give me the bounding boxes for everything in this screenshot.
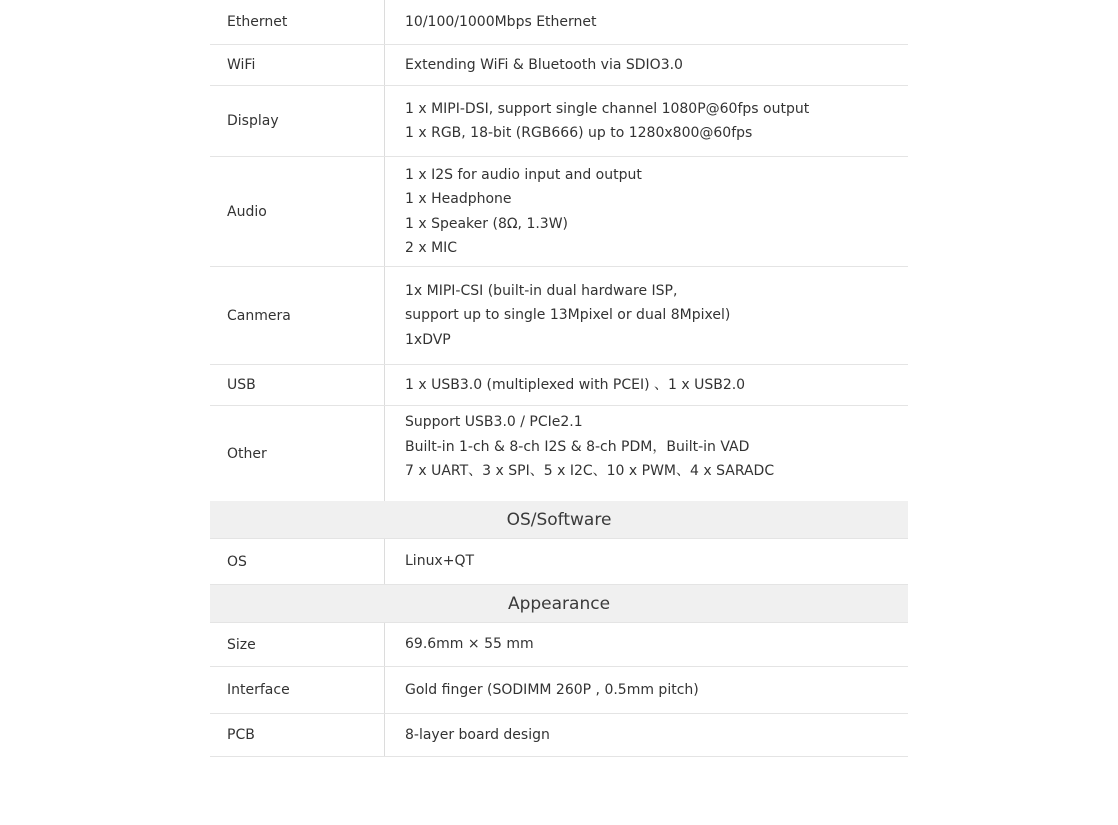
- spec-row-other: [210, 406, 908, 501]
- spec-value: [385, 714, 908, 756]
- spec-label: Other: [210, 406, 385, 501]
- spec-value-line: 1x MIPI-CSI (built-in dual hardware ISP,: [405, 282, 678, 299]
- spec-value: [385, 45, 908, 85]
- spec-value: [385, 667, 908, 713]
- spec-row-pcb: [210, 714, 908, 757]
- spec-table: [210, 0, 908, 757]
- spec-value-line: 1 x RGB, 18-bit (RGB666) up to 1280x800@60fps: [405, 125, 753, 141]
- spec-value-line: Linux+QT: [405, 553, 475, 570]
- spec-value: [385, 86, 908, 156]
- spec-label: Canmera: [210, 267, 385, 364]
- spec-value-line: support up to single 13Mpixel or dual 8Mpixel): [405, 307, 731, 324]
- spec-value: [385, 267, 908, 364]
- spec-value-line: 1 x Speaker (8Ω, 1.3W): [405, 215, 569, 232]
- spec-value-line: 1 x I2S for audio input and output: [405, 166, 642, 183]
- spec-row-interface: [210, 667, 908, 714]
- spec-value-line: Support USB3.0 / PCIe2.1: [405, 414, 583, 430]
- spec-value: [385, 365, 908, 405]
- spec-value: [385, 406, 908, 501]
- spec-value-line: Gold finger (SODIMM 260P , 0.5mm pitch): [405, 681, 699, 698]
- spec-value-line: Built-in 1-ch & 8-ch I2S & 8-ch PDM，Built-in VAD: [405, 438, 750, 455]
- spec-value-line: 1 x Headphone: [405, 191, 512, 207]
- spec-row-audio: [210, 157, 908, 267]
- spec-label: Ethernet: [210, 0, 385, 44]
- spec-value-line: 1 x USB3.0 (multiplexed with PCEI) 、1 x USB2.0: [405, 376, 746, 393]
- section-header-appearance: Appearance: [210, 585, 908, 623]
- spec-value-line: 69.6mm × 55 mm: [405, 636, 534, 653]
- spec-label: USB: [210, 365, 385, 405]
- spec-label: OS: [210, 539, 385, 584]
- spec-value: [385, 539, 908, 584]
- spec-row-os: [210, 539, 908, 585]
- spec-value-line: 1 x MIPI-DSI, support single channel 1080P@60fps output: [405, 100, 810, 117]
- spec-value: [385, 623, 908, 666]
- spec-row-usb: [210, 365, 908, 406]
- spec-value-line: 7 x UART、3 x SPI、5 x I2C、10 x PWM、4 x SARADC: [405, 463, 775, 479]
- spec-value-line: 10/100/1000Mbps Ethernet: [405, 13, 597, 30]
- spec-label: Audio: [210, 157, 385, 266]
- spec-row-size: [210, 623, 908, 667]
- spec-row-wifi: [210, 45, 908, 86]
- spec-label: Interface: [210, 667, 385, 713]
- spec-row-camera: [210, 267, 908, 365]
- spec-value-line: 2 x MIC: [405, 240, 458, 256]
- spec-label: PCB: [210, 714, 385, 756]
- spec-value-line: Extending WiFi & Bluetooth via SDIO3.0: [405, 56, 683, 73]
- spec-value-line: 8-layer board design: [405, 726, 550, 743]
- spec-label: Display: [210, 86, 385, 156]
- spec-row-display: [210, 86, 908, 157]
- spec-label: Size: [210, 623, 385, 666]
- spec-value: [385, 0, 908, 44]
- section-header-os-software: OS/Software: [210, 501, 908, 539]
- spec-label: WiFi: [210, 45, 385, 85]
- spec-value: [385, 157, 908, 266]
- spec-row-ethernet: [210, 0, 908, 45]
- spec-value-line: 1xDVP: [405, 331, 451, 348]
